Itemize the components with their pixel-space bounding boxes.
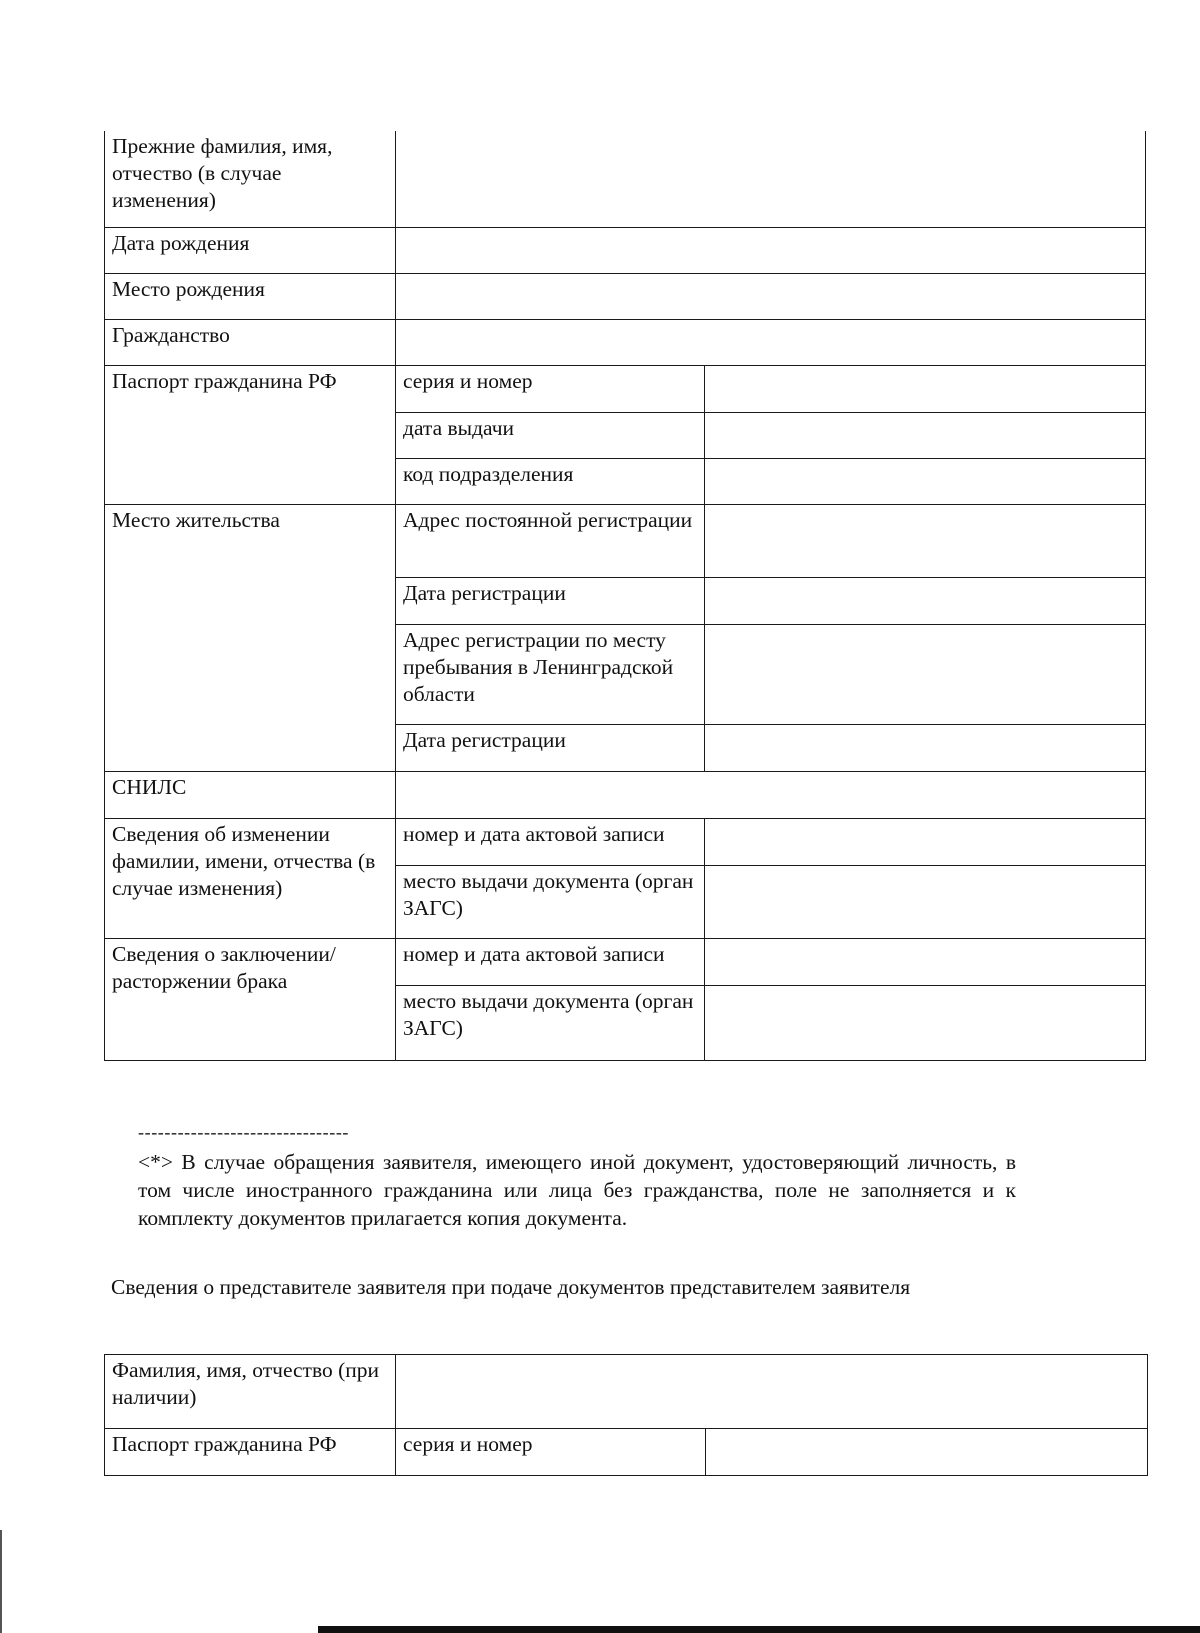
marriage-issuer-field[interactable]	[705, 985, 1146, 1060]
representative-name-field[interactable]	[396, 1355, 1148, 1429]
representative-table	[104, 1354, 1148, 1476]
previous-name-label: Прежние фамилия, имя, отчество (в случае изменения)	[105, 131, 396, 227]
representative-series-number-field[interactable]	[706, 1429, 1148, 1476]
footnote-text: <*> В случае обращения заявителя, имеющего иной документ, удостоверяющий личность, в том числе иностранного гражданина или лица без гражданства, поле не заполняется и к комплекту документов прилагается копия документа.	[138, 1150, 1016, 1230]
passport-series-number-label: серия и номер	[396, 365, 705, 412]
marriage-record-field[interactable]	[705, 938, 1146, 985]
birth-date-field[interactable]	[396, 227, 1146, 273]
applicant-info-table	[104, 131, 1146, 1061]
previous-name-field[interactable]	[396, 131, 1146, 227]
representative-heading: Сведения о представителе заявителя при подаче документов представителем заявителя	[111, 1275, 911, 1299]
passport-division-code-label: код подразделения	[396, 458, 705, 504]
temporary-address-field[interactable]	[705, 624, 1146, 724]
passport-division-code-field[interactable]	[705, 458, 1146, 504]
representative-series-number-label: серия и номер	[396, 1429, 706, 1476]
bottom-scan-border	[318, 1626, 1200, 1633]
passport-series-number-field[interactable]	[705, 365, 1146, 412]
representative-passport-label: Паспорт гражданина РФ	[105, 1429, 396, 1476]
registration-date-label: Дата регистрации	[396, 577, 705, 624]
scan-edge-mark	[0, 1530, 2, 1633]
citizenship-field[interactable]	[396, 319, 1146, 365]
passport-issue-date-label: дата выдачи	[396, 412, 705, 458]
marriage-record-label: номер и дата актовой записи	[396, 938, 705, 985]
footnote-separator: --------------------------------	[138, 1122, 350, 1142]
passport-label: Паспорт гражданина РФ	[105, 365, 396, 504]
birth-date-label: Дата рождения	[105, 227, 396, 273]
name-change-record-field[interactable]	[705, 818, 1146, 865]
permanent-address-label: Адрес постоянной регистрации	[396, 504, 705, 577]
permanent-address-field[interactable]	[705, 504, 1146, 577]
name-change-record-label: номер и дата актовой записи	[396, 818, 705, 865]
marriage-issuer-label: место выдачи документа (орган ЗАГС)	[396, 985, 705, 1060]
name-change-issuer-field[interactable]	[705, 865, 1146, 938]
birth-place-field[interactable]	[396, 273, 1146, 319]
registration-date-field[interactable]	[705, 577, 1146, 624]
representative-name-label: Фамилия, имя, отчество (при наличии)	[105, 1355, 396, 1429]
residence-label: Место жительства	[105, 504, 396, 771]
name-change-issuer-label: место выдачи документа (орган ЗАГС)	[396, 865, 705, 938]
citizenship-label: Гражданство	[105, 319, 396, 365]
snils-label: СНИЛС	[105, 771, 396, 818]
birth-place-label: Место рождения	[105, 273, 396, 319]
name-change-label: Сведения об изменении фамилии, имени, отчества (в случае изменения)	[105, 818, 396, 938]
snils-field[interactable]	[396, 771, 1146, 818]
passport-issue-date-field[interactable]	[705, 412, 1146, 458]
temporary-address-label: Адрес регистрации по месту пребывания в Ленинградской области	[396, 624, 705, 724]
temporary-registration-date-field[interactable]	[705, 724, 1146, 771]
temporary-registration-date-label: Дата регистрации	[396, 724, 705, 771]
marriage-label: Сведения о заключении/расторжении брака	[105, 938, 396, 1060]
